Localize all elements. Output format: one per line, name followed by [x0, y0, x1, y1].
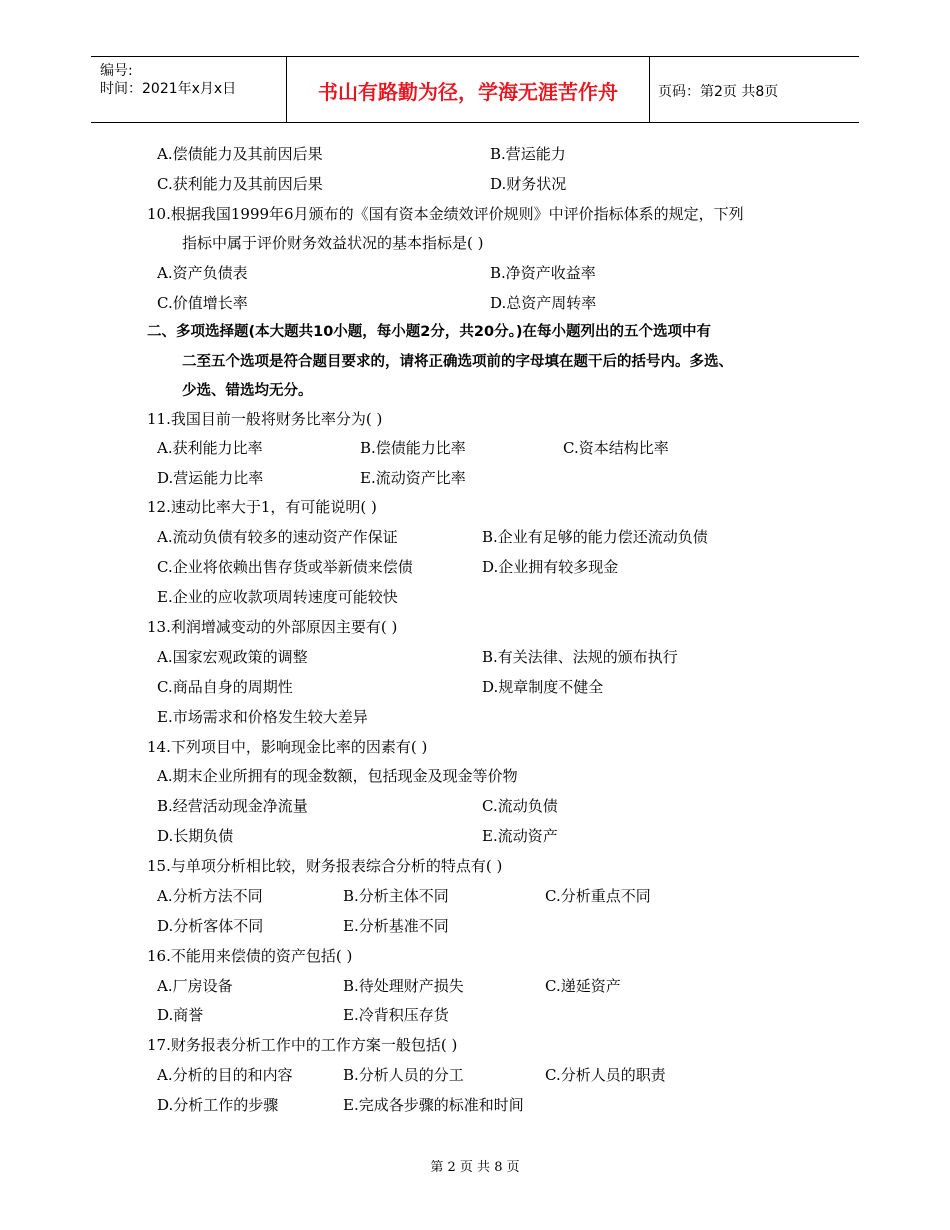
option-line: A.厂房设备	[157, 977, 233, 995]
option-line: C.分析重点不同	[545, 887, 651, 905]
option-line: A.国家宏观政策的调整	[157, 648, 308, 666]
option-line: B.净资产收益率	[490, 264, 596, 282]
header-number-label: 编号:	[100, 63, 133, 79]
option-line: A.分析的目的和内容	[157, 1066, 293, 1084]
header-page-label: 页码：第2页 共8页	[658, 84, 779, 100]
option-line: D.规章制度不健全	[482, 678, 604, 696]
option-line: A.分析方法不同	[157, 887, 263, 905]
option-line: A.流动负债有较多的速动资产作保证	[157, 528, 398, 546]
option-line: C.分析人员的职责	[545, 1066, 666, 1084]
option-line: E.市场需求和价格发生较大差异	[157, 708, 368, 726]
header-time-label: 时间：2021年x月x日	[100, 81, 237, 97]
option-line: B.有关法律、法规的颁布执行	[482, 648, 678, 666]
option-line: B.偿债能力比率	[360, 439, 466, 457]
question-12: 12.速动比率大于1，有可能说明( )	[147, 498, 377, 516]
option-line: D.商誉	[157, 1006, 204, 1024]
option-line: A.偿债能力及其前因后果	[157, 145, 323, 163]
option-line: E.企业的应收款项周转速度可能较快	[157, 588, 398, 606]
question-16: 16.不能用来偿债的资产包括( )	[147, 947, 353, 965]
option-line: A.期末企业所拥有的现金数额，包括现金及现金等价物	[157, 767, 518, 785]
option-line: B.待处理财产损失	[343, 977, 464, 995]
section-heading-cont: 少选、错选均无分。	[182, 383, 313, 399]
option-line: B.分析主体不同	[343, 887, 449, 905]
question-11: 11.我国目前一般将财务比率分为( )	[147, 410, 383, 428]
option-line: E.分析基准不同	[343, 917, 449, 935]
header-motto: 书山有路勤为径，学海无涯苦作舟	[318, 80, 618, 104]
option-line: C.获利能力及其前因后果	[157, 175, 323, 193]
option-line: C.价值增长率	[157, 294, 248, 312]
option-line: D.分析工作的步骤	[157, 1096, 279, 1114]
option-line: D.长期负债	[157, 827, 234, 845]
option-line: E.完成各步骤的标准和时间	[343, 1096, 524, 1114]
option-line: B.营运能力	[490, 145, 566, 163]
question-10-cont: 指标中属于评价财务效益状况的基本指标是( )	[182, 234, 484, 252]
option-line: C.企业将依赖出售存货或举新债来偿债	[157, 558, 413, 576]
option-line: D.财务状况	[490, 175, 567, 193]
option-line: E.冷背积压存货	[343, 1006, 449, 1024]
option-line: B.分析人员的分工	[343, 1066, 464, 1084]
question-10: 10.根据我国1999年6月颁布的《国有资本金绩效评价规则》中评价指标体系的规定，下列	[147, 205, 744, 223]
option-line: E.流动资产	[482, 827, 558, 845]
question-13: 13.利润增减变动的外部原因主要有( )	[147, 618, 398, 636]
question-15: 15.与单项分析相比较，财务报表综合分析的特点有( )	[147, 857, 503, 875]
option-line: B.企业有足够的能力偿还流动负债	[482, 528, 708, 546]
page-footer: 第 2 页 共 8 页	[430, 1160, 520, 1175]
option-line: D.总资产周转率	[490, 294, 597, 312]
header-bottom-rule	[91, 122, 859, 123]
option-line: C.流动负债	[482, 797, 558, 815]
option-line: B.经营活动现金净流量	[157, 797, 308, 815]
option-line: E.流动资产比率	[360, 469, 466, 487]
question-17: 17.财务报表分析工作中的工作方案一般包括( )	[147, 1036, 458, 1054]
option-line: D.企业拥有较多现金	[482, 558, 619, 576]
option-line: A.获利能力比率	[157, 439, 263, 457]
option-line: D.营运能力比率	[157, 469, 264, 487]
section-heading: 二、多项选择题(本大题共10小题，每小题2分，共20分。)在每小题列出的五个选项中有	[147, 324, 711, 340]
option-line: C.资本结构比率	[563, 439, 669, 457]
option-line: A.资产负债表	[157, 264, 248, 282]
option-line: D.分析客体不同	[157, 917, 264, 935]
header-top-rule	[91, 56, 859, 57]
header-divider-right	[649, 57, 650, 122]
section-heading-cont: 二至五个选项是符合题目要求的，请将正确选项前的字母填在题干后的括号内。多选、	[182, 354, 733, 370]
option-line: C.商品自身的周期性	[157, 678, 293, 696]
question-14: 14.下列项目中，影响现金比率的因素有( )	[147, 738, 428, 756]
option-line: C.递延资产	[545, 977, 621, 995]
